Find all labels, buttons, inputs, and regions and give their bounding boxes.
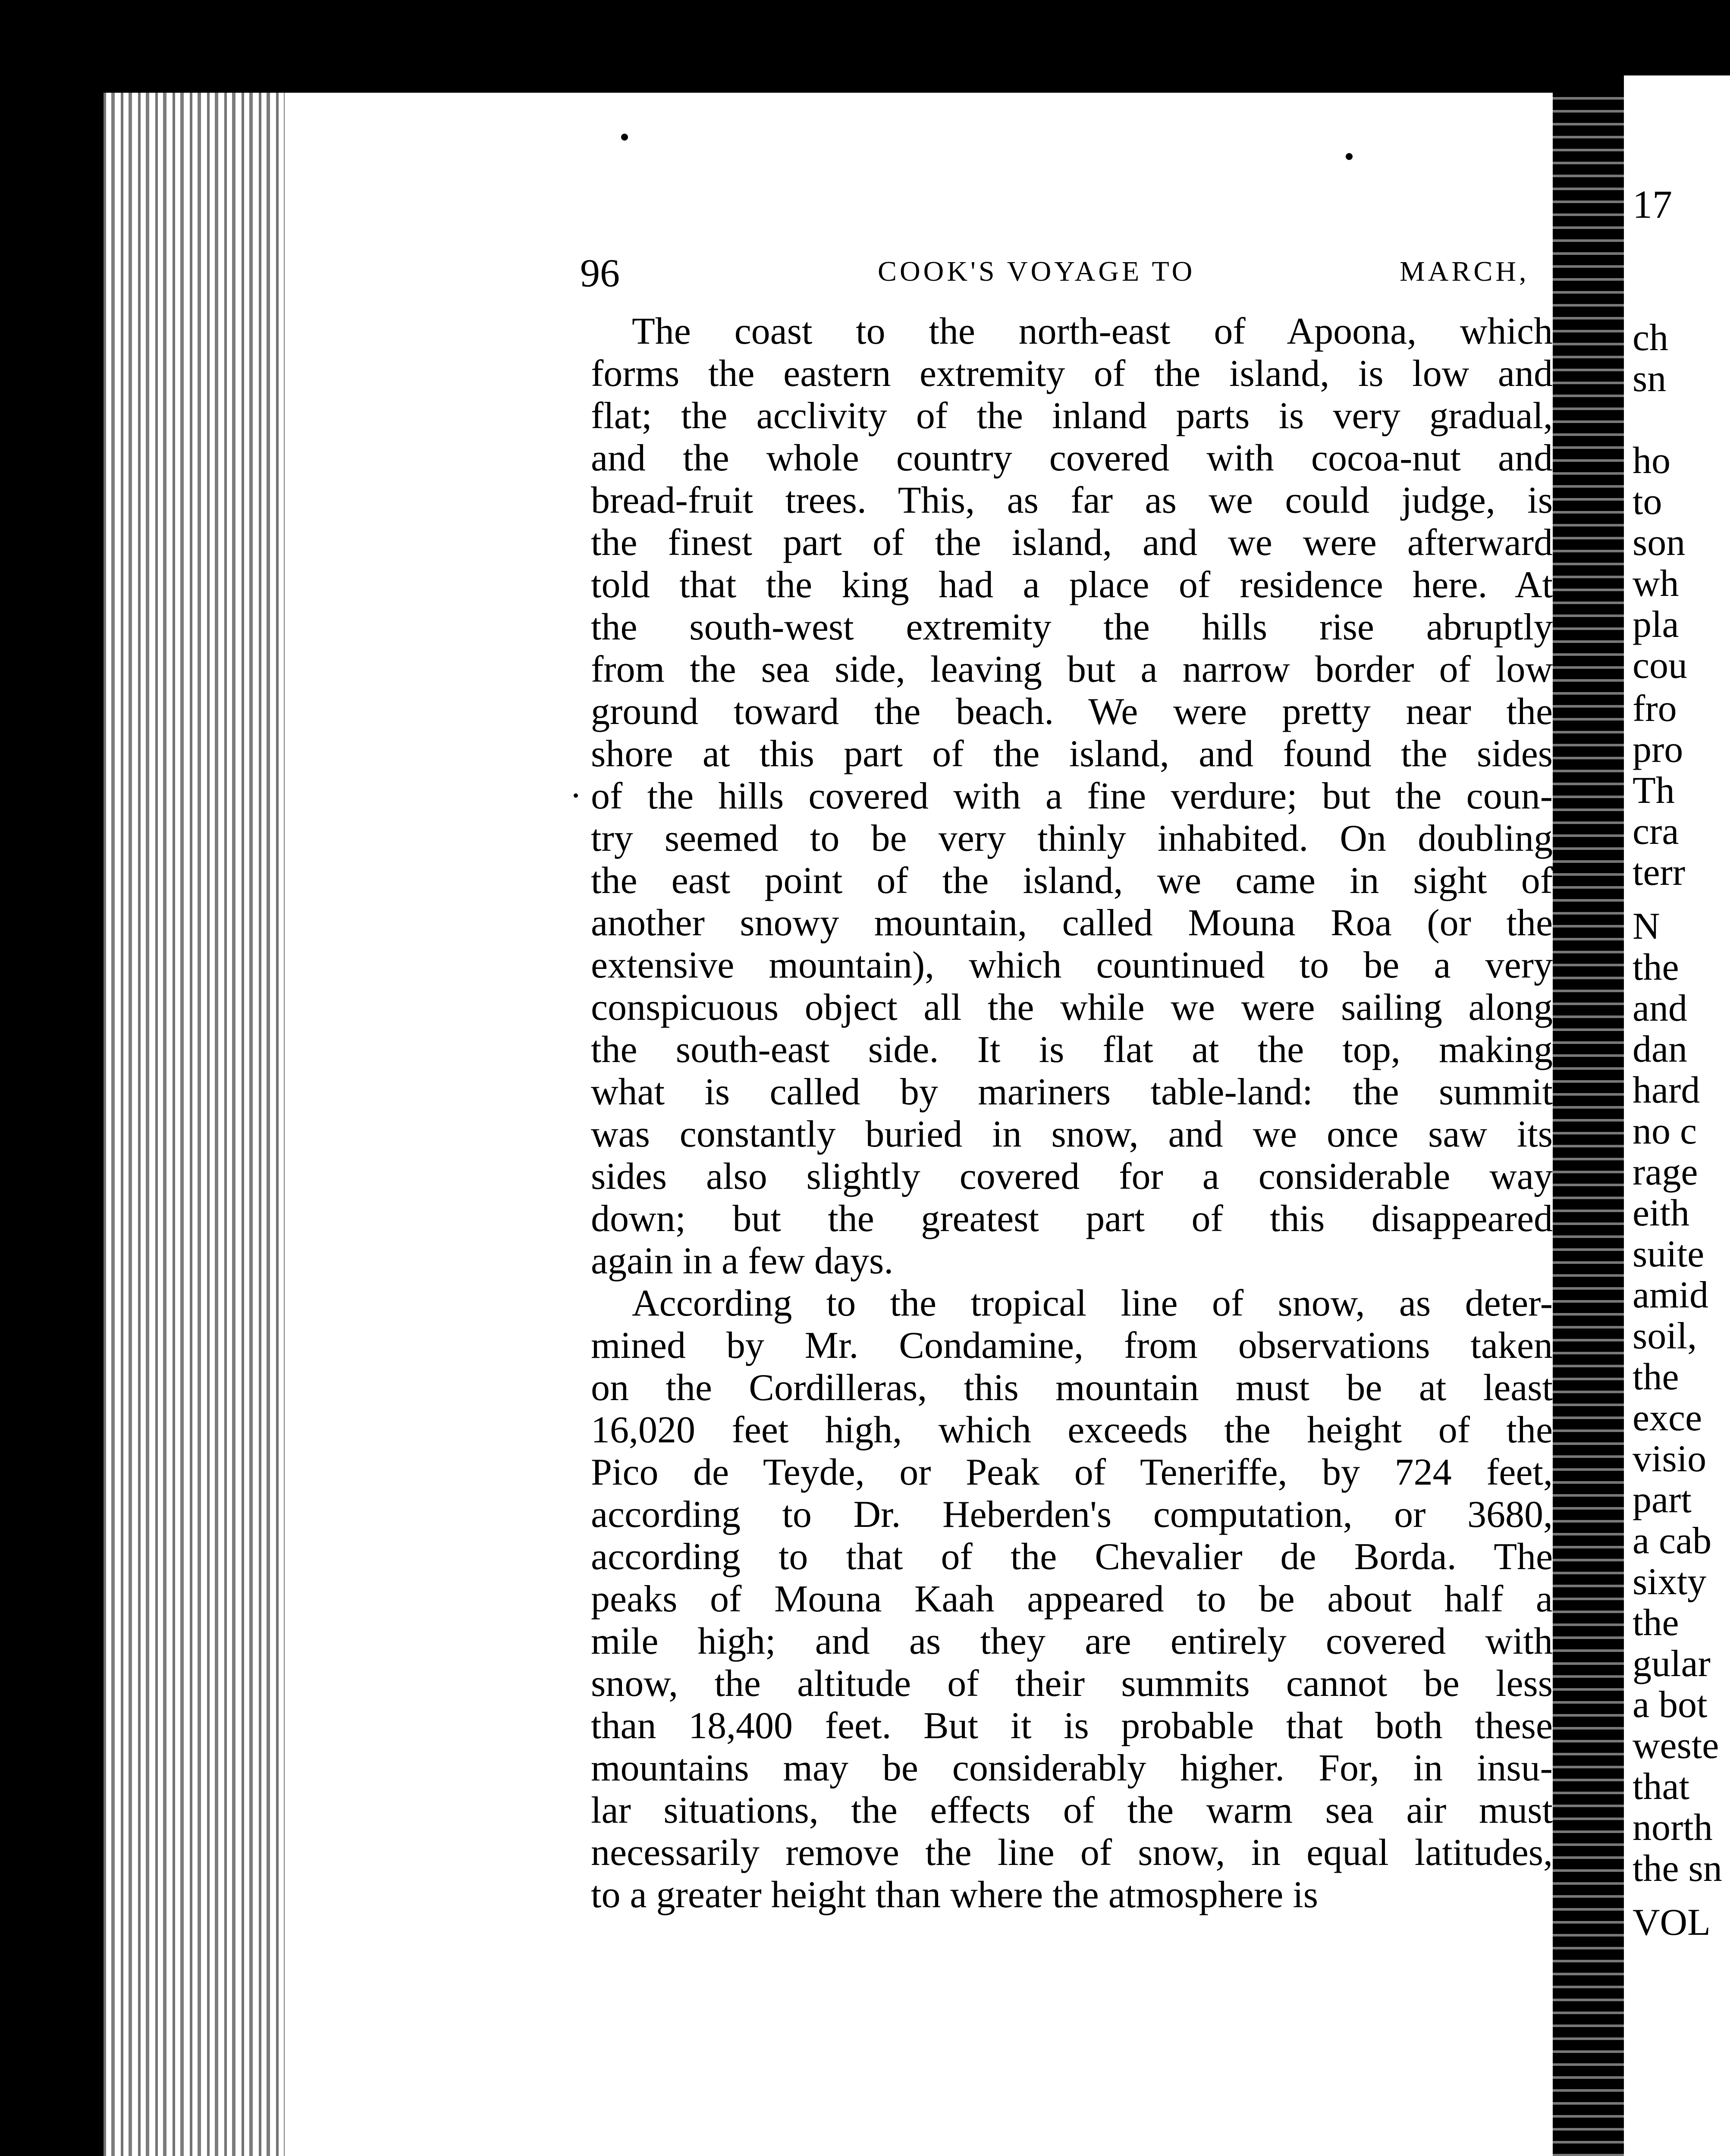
facing-page-text-fragment: a bot	[1633, 1684, 1708, 1726]
facing-page-text-fragment: the sn	[1633, 1848, 1722, 1890]
facing-page-text-fragment: gular	[1633, 1643, 1711, 1685]
text-line: snow, the altitude of their summits cannot be less	[591, 1663, 1553, 1705]
book-gutter	[1553, 93, 1624, 2156]
text-line: lar situations, the effects of the warm sea air must	[591, 1789, 1553, 1831]
page-speck	[1346, 153, 1353, 160]
facing-page-text-fragment: terr	[1633, 852, 1686, 893]
facing-page-text-fragment: ho	[1633, 440, 1670, 482]
facing-page-text-fragment: wh	[1633, 563, 1679, 605]
text-line: forms the eastern extremity of the island, is low and	[591, 353, 1553, 395]
facing-page-text-fragment: visio	[1633, 1438, 1707, 1480]
text-line: ground toward the beach. We were pretty near the	[591, 691, 1553, 733]
facing-page-text-fragment: no c	[1633, 1110, 1697, 1152]
facing-page-text-fragment: suite	[1633, 1233, 1705, 1275]
text-line: mined by Mr. Condamine, from observations taken	[591, 1325, 1553, 1366]
text-line: 16,020 feet high, which exceeds the height of the	[591, 1409, 1553, 1451]
facing-page-text-fragment: part	[1633, 1479, 1692, 1521]
facing-page-text-fragment: amid	[1633, 1274, 1708, 1316]
text-line: the south-west extremity the hills rise abruptly	[591, 606, 1553, 648]
facing-page-text-fragment: N	[1633, 906, 1660, 947]
text-line: what is called by mariners table-land: the summit	[591, 1071, 1553, 1113]
facing-page-text-fragment: a cab	[1633, 1520, 1712, 1562]
facing-page-text-fragment: cou	[1633, 645, 1688, 686]
facing-page-text-fragment: 17	[1633, 182, 1672, 226]
text-line: and the whole country covered with cocoa-nut and	[591, 437, 1553, 479]
facing-page-text-fragment: the	[1633, 946, 1679, 988]
text-line: to a greater height than where the atmosphere is	[591, 1874, 1319, 1916]
running-title: COOK'S VOYAGE TO	[878, 256, 1196, 287]
text-line: down; but the greatest part of this disappeared	[591, 1198, 1553, 1240]
facing-page-text-fragment: sn	[1633, 358, 1667, 400]
facing-page-text-fragment: ch	[1633, 317, 1669, 359]
page-speck	[621, 134, 628, 141]
text-line: mountains may be considerably higher. For, in insu-	[591, 1747, 1553, 1789]
facing-page-text-fragment: dan	[1633, 1028, 1688, 1070]
text-line: According to the tropical line of snow, as deter-	[632, 1282, 1553, 1324]
text-line: mile high; and as they are entirely covered with	[591, 1620, 1553, 1662]
text-line: Pico de Teyde, or Peak of Teneriffe, by 724 feet,	[591, 1451, 1553, 1493]
facing-page-text-fragment: weste	[1633, 1725, 1719, 1767]
text-line: according to that of the Chevalier de Borda. The	[591, 1536, 1553, 1578]
facing-page-text-fragment: that	[1633, 1766, 1689, 1808]
facing-page-text-fragment: and	[1633, 987, 1688, 1029]
facing-page-text-fragment: cra	[1633, 811, 1679, 852]
body-text	[591, 310, 1553, 1916]
facing-page-text-fragment: to	[1633, 481, 1662, 523]
text-line: extensive mountain), which countinued to be a very	[591, 944, 1553, 986]
facing-page-text-fragment: hard	[1633, 1069, 1700, 1111]
text-line: flat; the acclivity of the inland parts is very gradual,	[591, 395, 1553, 437]
text-line: according to Dr. Heberden's computation, or 3680,	[591, 1494, 1553, 1536]
facing-page-text-fragment: VOL	[1633, 1902, 1711, 1943]
text-line: told that the king had a place of residence here. At	[591, 564, 1553, 606]
text-line: the east point of the island, we came in sight of	[591, 860, 1553, 902]
text-line: peaks of Mouna Kaah appeared to be about half a	[591, 1578, 1553, 1620]
facing-page-text-fragment: soil,	[1633, 1315, 1697, 1357]
facing-page-text-fragment: the	[1633, 1602, 1679, 1644]
text-line: than 18,400 feet. But it is probable that both these	[591, 1705, 1553, 1747]
facing-page-text-fragment: fro	[1633, 688, 1677, 730]
facing-page-text-fragment: exce	[1633, 1397, 1702, 1439]
facing-page-text-fragment: pla	[1633, 604, 1679, 646]
page-number: 96	[580, 251, 620, 295]
text-line: again in a few days.	[591, 1240, 894, 1282]
facing-page-text-fragment: rage	[1633, 1151, 1698, 1193]
text-line: sides also slightly covered for a considerable way	[591, 1156, 1553, 1197]
text-line: from the sea side, leaving but a narrow border of low	[591, 649, 1553, 690]
text-line: shore at this part of the island, and found the sides	[591, 733, 1553, 775]
page-speck	[574, 793, 578, 798]
running-head	[580, 250, 1542, 298]
facing-page-text-fragment: Th	[1633, 770, 1675, 812]
text-line: the finest part of the island, and we were afterward	[591, 522, 1553, 564]
text-line: another snowy mountain, called Mouna Roa (or the	[591, 902, 1553, 944]
running-date: MARCH,	[1400, 256, 1529, 287]
text-line: bread-fruit trees. This, as far as we could judge, is	[591, 479, 1553, 521]
text-line: was constantly buried in snow, and we once saw its	[591, 1113, 1553, 1155]
facing-page-text-fragment: son	[1633, 522, 1686, 564]
facing-page-text-fragment: north	[1633, 1807, 1713, 1849]
text-line: the south-east side. It is flat at the top, making	[591, 1029, 1553, 1071]
text-line: of the hills covered with a fine verdure; but the coun-	[591, 775, 1553, 817]
text-line: try seemed to be very thinly inhabited. On doubling	[591, 818, 1553, 859]
facing-page-text-fragment: pro	[1633, 729, 1683, 771]
text-line: conspicuous object all the while we were sailing along	[591, 987, 1553, 1028]
page-edge-shadow	[104, 93, 285, 2156]
text-line: on the Cordilleras, this mountain must be at least	[591, 1367, 1553, 1409]
facing-page-edge	[1624, 75, 1730, 2156]
text-line: necessarily remove the line of snow, in equal latitudes,	[591, 1832, 1553, 1874]
text-line: The coast to the north-east of Apoona, which	[632, 310, 1553, 352]
facing-page-text-fragment: the	[1633, 1356, 1679, 1398]
facing-page-text-fragment: eith	[1633, 1192, 1689, 1234]
facing-page-text-fragment: sixty	[1633, 1561, 1707, 1603]
